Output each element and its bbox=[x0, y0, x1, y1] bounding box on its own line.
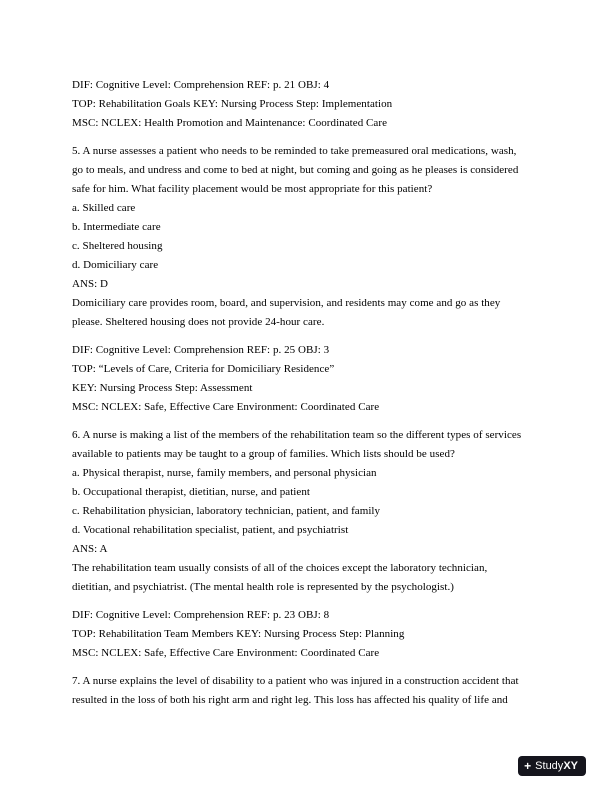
text-line: c. Rehabilitation physician, laboratory technician, patient, and family bbox=[72, 505, 381, 517]
text-line: Domiciliary care provides room, board, and supervision, and residents may come and go as they bbox=[72, 297, 501, 309]
text-line: d. Vocational rehabilitation specialist, patient, and psychiatrist bbox=[72, 524, 349, 536]
text-line: resulted in the loss of both his right arm and right leg. This loss has affected his quality of life and bbox=[72, 694, 508, 706]
text-line: please. Sheltered housing does not provide 24-hour care. bbox=[72, 316, 325, 328]
text-line: a. Physical therapist, nurse, family members, and personal physician bbox=[72, 467, 377, 479]
text-line: MSC: NCLEX: Health Promotion and Maintenance: Coordinated Care bbox=[72, 117, 388, 129]
text-line: KEY: Nursing Process Step: Assessment bbox=[72, 382, 253, 394]
document-content bbox=[72, 76, 552, 719]
question-block bbox=[72, 142, 552, 332]
text-line: ANS: A bbox=[72, 543, 108, 555]
text-line: 7. A nurse explains the level of disability to a patient who was injured in a construction accident that bbox=[72, 675, 519, 687]
text-line: dietitian, and psychiatrist. (The mental health role is represented by the psychologist.) bbox=[72, 581, 455, 593]
text-line: 5. A nurse assesses a patient who needs to be reminded to take premeasured oral medications, wash, bbox=[72, 145, 517, 157]
meta-block bbox=[72, 606, 552, 663]
text-line: go to meals, and undress and come to bed at night, but coming and going as he pleases is considered bbox=[72, 164, 519, 176]
text-line: a. Skilled care bbox=[72, 202, 136, 214]
meta-block bbox=[72, 76, 552, 133]
logo-text-study: Study bbox=[535, 759, 564, 772]
plus-icon: + bbox=[524, 759, 532, 773]
text-line: TOP: Rehabilitation Goals KEY: Nursing Process Step: Implementation bbox=[72, 98, 393, 110]
text-line: MSC: NCLEX: Safe, Effective Care Environment: Coordinated Care bbox=[72, 647, 380, 659]
question-block bbox=[72, 672, 552, 710]
text-line: d. Domiciliary care bbox=[72, 259, 159, 271]
text-line: safe for him. What facility placement would be most appropriate for this patient? bbox=[72, 183, 433, 195]
studyxy-logo[interactable] bbox=[518, 756, 586, 776]
text-line: ANS: D bbox=[72, 278, 109, 290]
text-line: TOP: “Levels of Care, Criteria for Domiciliary Residence” bbox=[72, 363, 335, 375]
text-line: TOP: Rehabilitation Team Members KEY: Nursing Process Step: Planning bbox=[72, 628, 405, 640]
text-line: c. Sheltered housing bbox=[72, 240, 163, 252]
meta-block bbox=[72, 341, 552, 417]
text-line: b. Intermediate care bbox=[72, 221, 161, 233]
text-line: 6. A nurse is making a list of the members of the rehabilitation team so the different types of services bbox=[72, 429, 522, 441]
text-line: MSC: NCLEX: Safe, Effective Care Environment: Coordinated Care bbox=[72, 401, 380, 413]
text-line: DIF: Cognitive Level: Comprehension REF: p. 21 OBJ: 4 bbox=[72, 79, 330, 91]
text-line: DIF: Cognitive Level: Comprehension REF: p. 25 OBJ: 3 bbox=[72, 344, 330, 356]
question-block bbox=[72, 426, 552, 597]
logo-text-xy: XY bbox=[563, 759, 578, 772]
text-line: available to patients may be taught to a group of families. Which lists should be used? bbox=[72, 448, 455, 460]
text-line: The rehabilitation team usually consists of all of the choices except the laboratory technician, bbox=[72, 562, 488, 574]
text-line: b. Occupational therapist, dietitian, nurse, and patient bbox=[72, 486, 311, 498]
text-line: DIF: Cognitive Level: Comprehension REF: p. 23 OBJ: 8 bbox=[72, 609, 330, 621]
